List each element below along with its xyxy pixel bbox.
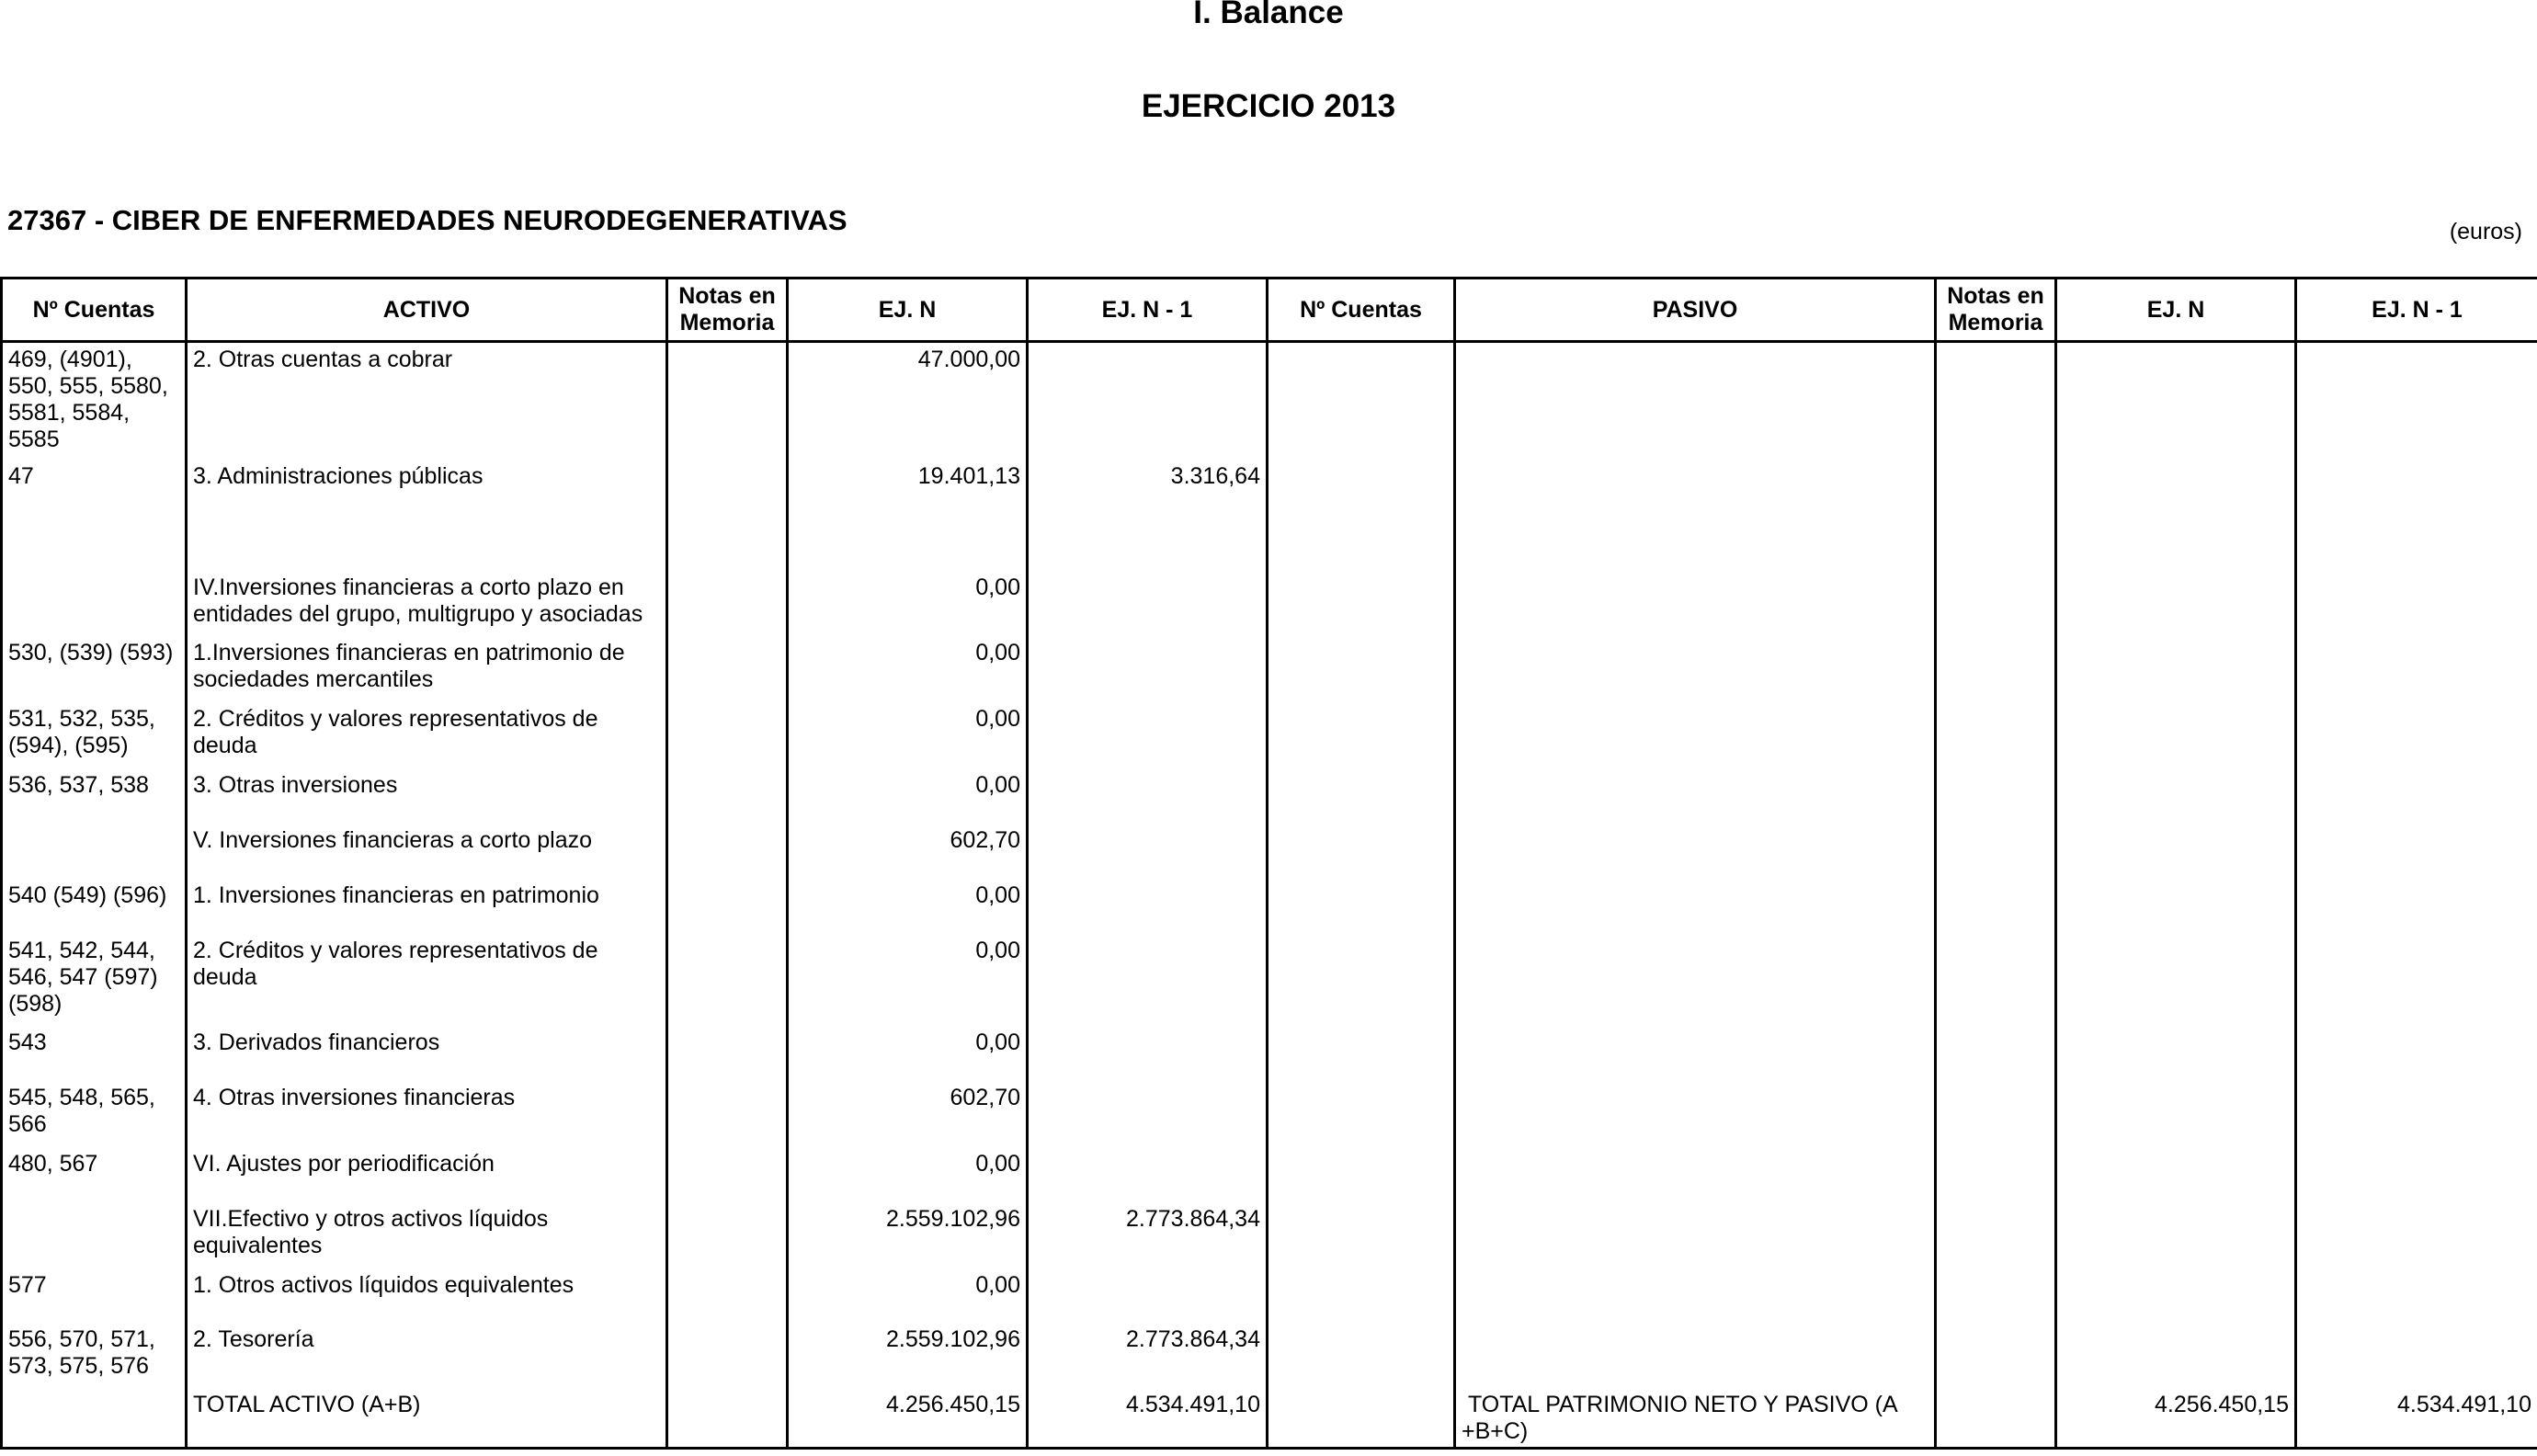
cell-ej-n-pasivo: [2056, 460, 2296, 571]
cell-pasivo: [1455, 1268, 1936, 1323]
cell-ej-n1: 2.773.864,34: [1028, 1323, 1268, 1388]
cell-ej-n1-pasivo: [2296, 934, 2537, 1026]
cell-notas-pasivo: [1936, 1081, 2056, 1147]
cell-ej-n: 47.000,00: [788, 342, 1028, 460]
cell-ej-n-pasivo: [2056, 934, 2296, 1026]
cell-ej-n-pasivo: [2056, 1147, 2296, 1202]
cell-ej-n-pasivo: [2056, 636, 2296, 702]
table-row: [2, 1026, 2537, 1081]
cell-cuentas: 543: [2, 1026, 187, 1081]
cell-notas: [667, 768, 788, 824]
cell-cuentas: [2, 824, 187, 879]
cell-ej-n1: [1028, 1147, 1268, 1202]
cell-cuentas-pasivo: [1268, 934, 1455, 1026]
cell-ej-n: 2.559.102,96: [788, 1323, 1028, 1388]
table-row: [2, 824, 2537, 879]
cell-concepto: 2. Créditos y valores representativos de deuda: [187, 934, 667, 1026]
cell-notas-pasivo: [1936, 636, 2056, 702]
cell-ej-n: 0,00: [788, 768, 1028, 824]
cell-concepto: 2. Tesorería: [187, 1323, 667, 1388]
document-title: I. Balance: [1193, 0, 1344, 30]
cell-pasivo: [1455, 1202, 1936, 1268]
cell-pasivo: [1455, 879, 1936, 934]
cell-notas-pasivo: [1936, 879, 2056, 934]
cell-cuentas-pasivo: [1268, 702, 1455, 768]
cell-ej-n1: [1028, 768, 1268, 824]
cell-concepto: 3. Derivados financieros: [187, 1026, 667, 1081]
cell-cuentas-pasivo: [1268, 342, 1455, 460]
cell-cuentas: 469, (4901), 550, 555, 5580, 5581, 5584, 5585: [2, 342, 187, 460]
cell-concepto: 2. Créditos y valores representativos de deuda: [187, 702, 667, 768]
cell-ej-n: 2.559.102,96: [788, 1202, 1028, 1268]
table-row: [2, 1202, 2537, 1268]
cell-notas: [667, 1268, 788, 1323]
cell-ej-n: 0,00: [788, 934, 1028, 1026]
table-row: [2, 460, 2537, 571]
cell-ej-n1: [1028, 824, 1268, 879]
cell-concepto: 1. Otros activos líquidos equivalentes: [187, 1268, 667, 1323]
cell-concepto: 4. Otras inversiones financieras: [187, 1081, 667, 1147]
currency-units: (euros): [2449, 219, 2522, 245]
cell-ej-n1: [1028, 342, 1268, 460]
cell-ej-n: 602,70: [788, 824, 1028, 879]
header-ej-n: EJ. N: [788, 279, 1028, 342]
cell-concepto: 1. Inversiones financieras en patrimonio: [187, 879, 667, 934]
cell-ej-n1-pasivo: [2296, 1147, 2537, 1202]
cell-ej-n1: [1028, 702, 1268, 768]
balance-table: [0, 277, 2537, 1450]
total-activo-ej-n1: 4.534.491,10: [1028, 1388, 1268, 1449]
cell-ej-n1: [1028, 934, 1268, 1026]
cell-notas-pasivo: [1936, 1323, 2056, 1388]
cell-notas-pasivo: [1936, 460, 2056, 571]
header-pasivo: PASIVO: [1455, 279, 1936, 342]
cell-pasivo: [1455, 768, 1936, 824]
cell-ej-n-pasivo: [2056, 571, 2296, 636]
total-pasivo-label: TOTAL PATRIMONIO NETO Y PASIVO (A +B+C): [1455, 1388, 1936, 1449]
cell-notas: [667, 1388, 788, 1449]
header-notas-pasivo: Notas en Memoria: [1936, 279, 2056, 342]
cell-notas-pasivo: [1936, 1026, 2056, 1081]
cell-ej-n: 0,00: [788, 879, 1028, 934]
cell-ej-n-pasivo: [2056, 768, 2296, 824]
cell-ej-n1-pasivo: [2296, 636, 2537, 702]
cell-ej-n: 0,00: [788, 571, 1028, 636]
cell-ej-n-pasivo: [2056, 702, 2296, 768]
cell-concepto: 1.Inversiones financieras en patrimonio de sociedades mercantiles: [187, 636, 667, 702]
cell-ej-n-pasivo: [2056, 1202, 2296, 1268]
cell-cuentas-pasivo: [1268, 879, 1455, 934]
cell-cuentas-pasivo: [1268, 1202, 1455, 1268]
cell-notas-pasivo: [1936, 824, 2056, 879]
cell-ej-n1-pasivo: [2296, 702, 2537, 768]
total-activo-label: TOTAL ACTIVO (A+B): [187, 1388, 667, 1449]
cell-cuentas: 540 (549) (596): [2, 879, 187, 934]
cell-cuentas-pasivo: [1268, 824, 1455, 879]
cell-pasivo: [1455, 571, 1936, 636]
cell-notas-pasivo: [1936, 1147, 2056, 1202]
cell-ej-n: 0,00: [788, 636, 1028, 702]
cell-ej-n1-pasivo: [2296, 571, 2537, 636]
total-pasivo-ej-n: 4.256.450,15: [2056, 1388, 2296, 1449]
cell-ej-n1-pasivo: [2296, 1202, 2537, 1268]
cell-notas-pasivo: [1936, 1268, 2056, 1323]
table-row: [2, 1268, 2537, 1323]
cell-ej-n1: 3.316,64: [1028, 460, 1268, 571]
cell-concepto: VII.Efectivo y otros activos líquidos equivalentes: [187, 1202, 667, 1268]
table-row: [2, 1081, 2537, 1147]
cell-pasivo: [1455, 934, 1936, 1026]
cell-ej-n1-pasivo: [2296, 1081, 2537, 1147]
cell-cuentas-pasivo: [1268, 1081, 1455, 1147]
cell-cuentas-pasivo: [1268, 1323, 1455, 1388]
cell-notas: [667, 1323, 788, 1388]
cell-ej-n: 19.401,13: [788, 460, 1028, 571]
cell-ej-n-pasivo: [2056, 879, 2296, 934]
header-ej-n-pasivo: EJ. N: [2056, 279, 2296, 342]
cell-notas: [667, 934, 788, 1026]
table-row: [2, 768, 2537, 824]
header-activo: ACTIVO: [187, 279, 667, 342]
cell-pasivo: [1455, 636, 1936, 702]
cell-notas: [667, 571, 788, 636]
cell-ej-n: 602,70: [788, 1081, 1028, 1147]
cell-notas: [667, 460, 788, 571]
cell-ej-n1-pasivo: [2296, 824, 2537, 879]
cell-notas-pasivo: [1936, 1388, 2056, 1449]
cell-cuentas-pasivo: [1268, 460, 1455, 571]
table-row: [2, 571, 2537, 636]
cell-cuentas-pasivo: [1268, 571, 1455, 636]
cell-concepto: VI. Ajustes por periodificación: [187, 1147, 667, 1202]
exercise-title: EJERCICIO 2013: [1141, 88, 1396, 124]
cell-notas-pasivo: [1936, 1202, 2056, 1268]
cell-ej-n1-pasivo: [2296, 879, 2537, 934]
cell-pasivo: [1455, 1081, 1936, 1147]
cell-cuentas-pasivo: [1268, 1026, 1455, 1081]
cell-ej-n1: [1028, 879, 1268, 934]
table-row: [2, 702, 2537, 768]
cell-notas-pasivo: [1936, 934, 2056, 1026]
cell-cuentas-pasivo: [1268, 1268, 1455, 1323]
cell-cuentas: 577: [2, 1268, 187, 1323]
cell-notas-pasivo: [1936, 342, 2056, 460]
cell-ej-n: 0,00: [788, 702, 1028, 768]
table-row: [2, 636, 2537, 702]
cell-notas: [667, 636, 788, 702]
cell-pasivo: [1455, 1323, 1936, 1388]
cell-notas: [667, 1081, 788, 1147]
cell-pasivo: [1455, 1147, 1936, 1202]
cell-notas: [667, 702, 788, 768]
total-activo-ej-n: 4.256.450,15: [788, 1388, 1028, 1449]
entity-name: 27367 - CIBER DE ENFERMEDADES NEURODEGENERATIVAS: [7, 204, 848, 236]
cell-notas-pasivo: [1936, 768, 2056, 824]
cell-ej-n1-pasivo: [2296, 460, 2537, 571]
header-notas: Notas en Memoria: [667, 279, 788, 342]
cell-cuentas: 545, 548, 565, 566: [2, 1081, 187, 1147]
total-pasivo-ej-n1: 4.534.491,10: [2296, 1388, 2537, 1449]
cell-notas-pasivo: [1936, 571, 2056, 636]
table-row: [2, 342, 2537, 460]
cell-ej-n1-pasivo: [2296, 1026, 2537, 1081]
cell-ej-n1: [1028, 571, 1268, 636]
table-header-row: [2, 279, 2537, 342]
cell-ej-n: 0,00: [788, 1026, 1028, 1081]
cell-notas: [667, 1147, 788, 1202]
cell-cuentas-pasivo: [1268, 1388, 1455, 1449]
cell-ej-n: 0,00: [788, 1147, 1028, 1202]
cell-ej-n1: [1028, 1026, 1268, 1081]
cell-cuentas: 47: [2, 460, 187, 571]
cell-ej-n1: [1028, 1081, 1268, 1147]
cell-cuentas: [2, 1202, 187, 1268]
cell-ej-n-pasivo: [2056, 1268, 2296, 1323]
cell-notas: [667, 342, 788, 460]
cell-pasivo: [1455, 702, 1936, 768]
cell-cuentas-pasivo: [1268, 1147, 1455, 1202]
cell-cuentas: 480, 567: [2, 1147, 187, 1202]
table-row: [2, 1147, 2537, 1202]
cell-cuentas-pasivo: [1268, 636, 1455, 702]
cell-concepto: IV.Inversiones financieras a corto plazo en entidades del grupo, multigrupo y asociadas: [187, 571, 667, 636]
cell-cuentas: [2, 571, 187, 636]
cell-ej-n: 0,00: [788, 1268, 1028, 1323]
cell-ej-n-pasivo: [2056, 1026, 2296, 1081]
header-ej-n1-pasivo: EJ. N - 1: [2296, 279, 2537, 342]
cell-ej-n-pasivo: [2056, 1323, 2296, 1388]
cell-notas: [667, 879, 788, 934]
cell-pasivo: [1455, 1026, 1936, 1081]
cell-notas: [667, 1026, 788, 1081]
cell-cuentas: 536, 537, 538: [2, 768, 187, 824]
cell-cuentas: 531, 532, 535, (594), (595): [2, 702, 187, 768]
cell-concepto: V. Inversiones financieras a corto plazo: [187, 824, 667, 879]
cell-ej-n-pasivo: [2056, 342, 2296, 460]
cell-ej-n-pasivo: [2056, 824, 2296, 879]
cell-ej-n1: [1028, 1268, 1268, 1323]
cell-cuentas: 530, (539) (593): [2, 636, 187, 702]
table-row: [2, 1323, 2537, 1388]
header-cuentas: Nº Cuentas: [2, 279, 187, 342]
header-cuentas-pasivo: Nº Cuentas: [1268, 279, 1455, 342]
cell-ej-n1-pasivo: [2296, 768, 2537, 824]
cell-cuentas: [2, 1388, 187, 1449]
cell-cuentas: 556, 570, 571, 573, 575, 576: [2, 1323, 187, 1388]
cell-pasivo: [1455, 342, 1936, 460]
cell-cuentas-pasivo: [1268, 768, 1455, 824]
cell-cuentas: 541, 542, 544, 546, 547 (597) (598): [2, 934, 187, 1026]
cell-ej-n-pasivo: [2056, 1081, 2296, 1147]
cell-notas-pasivo: [1936, 702, 2056, 768]
cell-notas: [667, 1202, 788, 1268]
cell-pasivo: [1455, 460, 1936, 571]
cell-ej-n1-pasivo: [2296, 342, 2537, 460]
cell-concepto: 3. Otras inversiones: [187, 768, 667, 824]
cell-ej-n1: [1028, 636, 1268, 702]
table-row: [2, 934, 2537, 1026]
header-ej-n1: EJ. N - 1: [1028, 279, 1268, 342]
cell-concepto: 2. Otras cuentas a cobrar: [187, 342, 667, 460]
cell-notas: [667, 824, 788, 879]
cell-concepto: 3. Administraciones públicas: [187, 460, 667, 571]
totals-row: [2, 1388, 2537, 1449]
table-row: [2, 879, 2537, 934]
cell-ej-n1: 2.773.864,34: [1028, 1202, 1268, 1268]
cell-ej-n1-pasivo: [2296, 1268, 2537, 1323]
cell-ej-n1-pasivo: [2296, 1323, 2537, 1388]
cell-pasivo: [1455, 824, 1936, 879]
